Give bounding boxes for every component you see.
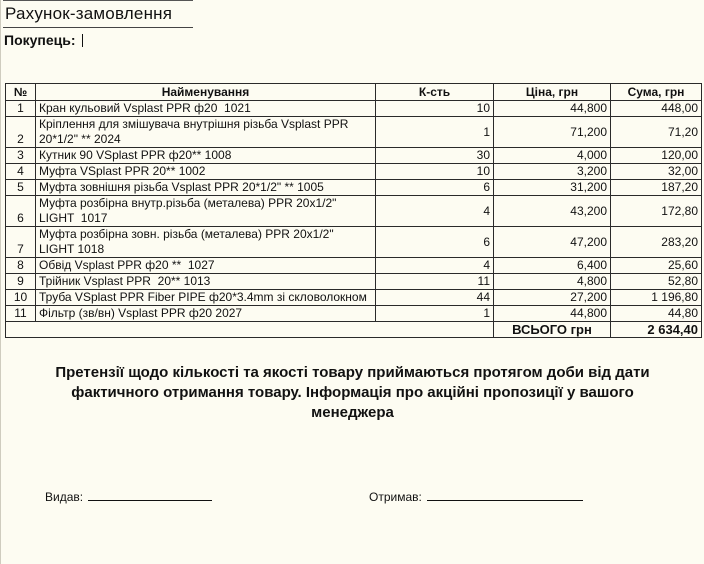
received-signature bbox=[369, 488, 583, 504]
total-spacer-cell bbox=[6, 322, 494, 338]
table-row bbox=[6, 117, 702, 148]
table-row bbox=[6, 306, 702, 322]
cell-qty: 1 bbox=[376, 306, 494, 322]
cell-name: Фільтр (зв/вн) Vsplast PPR ф20 2027 bbox=[36, 306, 376, 322]
cell-num: 7 bbox=[6, 227, 36, 258]
cell-name: Муфта розбірна зовн. різьба (металева) PPR 20x1/2" LIGHT 1018 bbox=[36, 227, 376, 258]
cell-num: 3 bbox=[6, 148, 36, 164]
cell-name: Муфта VSplast PPR 20** 1002 bbox=[36, 164, 376, 180]
cell-sum: 25,60 bbox=[611, 258, 702, 274]
claims-note: Претензії щодо кількості та якості товару приймаються протягом доби від дати фактичного отримання товару. Інформація про акційні пропозиції у вашого менеджера bbox=[55, 364, 650, 421]
buyer-line bbox=[4, 32, 704, 50]
table-header-row bbox=[6, 84, 702, 101]
cell-name: Кріплення для змішувача внутрішня різьба Vsplast PPR 20*1/2" ** 2024 bbox=[36, 117, 376, 148]
cell-price: 43,200 bbox=[494, 196, 611, 227]
invoice-table bbox=[5, 83, 702, 338]
table-row bbox=[6, 196, 702, 227]
cell-sum: 1 196,80 bbox=[611, 290, 702, 306]
cell-num: 5 bbox=[6, 180, 36, 196]
issued-signature bbox=[45, 488, 212, 504]
cell-name: Труба VSplast PPR Fiber PIPE ф20*3.4mm зі скловолокном bbox=[36, 290, 376, 306]
column-header-num: № bbox=[6, 84, 36, 101]
cell-sum: 32,00 bbox=[611, 164, 702, 180]
table-row bbox=[6, 258, 702, 274]
cell-sum: 120,00 bbox=[611, 148, 702, 164]
cell-num: 8 bbox=[6, 258, 36, 274]
total-row bbox=[6, 322, 702, 338]
cell-price: 47,200 bbox=[494, 227, 611, 258]
cell-price: 31,200 bbox=[494, 180, 611, 196]
cell-sum: 187,20 bbox=[611, 180, 702, 196]
cell-num: 2 bbox=[6, 117, 36, 148]
cell-num: 4 bbox=[6, 164, 36, 180]
issued-signature-line bbox=[88, 488, 212, 501]
issued-label: Видав: bbox=[45, 490, 84, 504]
cell-price: 44,800 bbox=[494, 101, 611, 117]
cell-qty: 44 bbox=[376, 290, 494, 306]
cell-qty: 10 bbox=[376, 164, 494, 180]
cell-qty: 11 bbox=[376, 274, 494, 290]
cell-price: 44,800 bbox=[494, 306, 611, 322]
column-header-price: Ціна, грн bbox=[494, 84, 611, 101]
column-header-qty: К-сть bbox=[376, 84, 494, 101]
cell-qty: 4 bbox=[376, 196, 494, 227]
table-row bbox=[6, 148, 702, 164]
cell-price: 4,000 bbox=[494, 148, 611, 164]
cell-name: Кран кульовий Vsplast PPR ф20 1021 bbox=[36, 101, 376, 117]
cell-sum: 448,00 bbox=[611, 101, 702, 117]
page-title: Рахунок-замовлення bbox=[3, 0, 193, 28]
total-value: 2 634,40 bbox=[611, 322, 702, 338]
cell-sum: 71,20 bbox=[611, 117, 702, 148]
cell-name: Муфта зовнішня різьба Vsplast PPR 20*1/2" ** 1005 bbox=[36, 180, 376, 196]
cell-name: Трійник Vsplast PPR 20** 1013 bbox=[36, 274, 376, 290]
column-header-sum: Сума, грн bbox=[611, 84, 702, 101]
cell-num: 1 bbox=[6, 101, 36, 117]
cell-qty: 6 bbox=[376, 227, 494, 258]
cell-qty: 10 bbox=[376, 101, 494, 117]
table-row bbox=[6, 290, 702, 306]
cell-price: 4,800 bbox=[494, 274, 611, 290]
buyer-input-caret[interactable] bbox=[82, 34, 83, 47]
table-row bbox=[6, 101, 702, 117]
table-row bbox=[6, 180, 702, 196]
table-row bbox=[6, 164, 702, 180]
cell-name: Муфта розбірна внутр.різьба (металева) PPR 20x1/2" LIGHT 1017 bbox=[36, 196, 376, 227]
cell-price: 3,200 bbox=[494, 164, 611, 180]
cell-name: Обвід Vsplast PPR ф20 ** 1027 bbox=[36, 258, 376, 274]
received-signature-line bbox=[427, 488, 583, 501]
cell-num: 10 bbox=[6, 290, 36, 306]
cell-sum: 44,80 bbox=[611, 306, 702, 322]
cell-num: 11 bbox=[6, 306, 36, 322]
total-label: ВСЬОГО грн bbox=[494, 322, 611, 338]
cell-price: 27,200 bbox=[494, 290, 611, 306]
cell-qty: 4 bbox=[376, 258, 494, 274]
cell-price: 71,200 bbox=[494, 117, 611, 148]
cell-sum: 52,80 bbox=[611, 274, 702, 290]
table-row bbox=[6, 274, 702, 290]
cell-price: 6,400 bbox=[494, 258, 611, 274]
signature-row bbox=[1, 488, 704, 508]
cell-num: 9 bbox=[6, 274, 36, 290]
cell-qty: 6 bbox=[376, 180, 494, 196]
cell-num: 6 bbox=[6, 196, 36, 227]
table-row bbox=[6, 227, 702, 258]
cell-sum: 172,80 bbox=[611, 196, 702, 227]
received-label: Отримав: bbox=[369, 490, 422, 504]
cell-qty: 30 bbox=[376, 148, 494, 164]
column-header-name: Найменування bbox=[36, 84, 376, 101]
buyer-label: Покупець: bbox=[4, 32, 76, 48]
cell-name: Кутник 90 VSplast PPR ф20** 1008 bbox=[36, 148, 376, 164]
cell-sum: 283,20 bbox=[611, 227, 702, 258]
cell-qty: 1 bbox=[376, 117, 494, 148]
